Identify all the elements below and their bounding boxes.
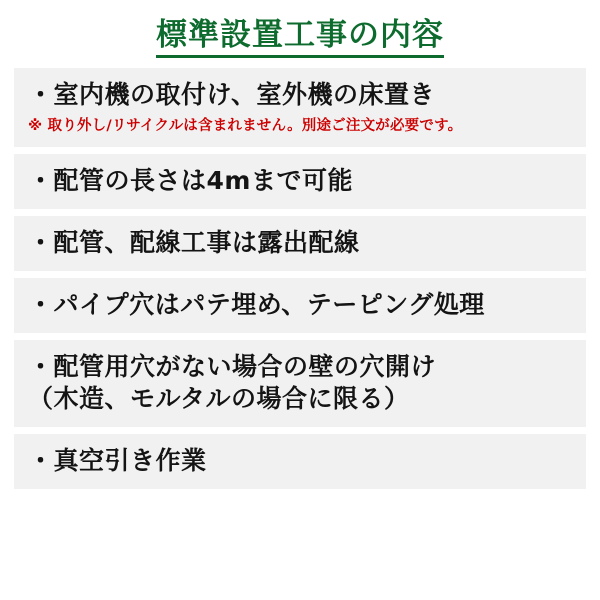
page-title-wrap — [14, 14, 586, 68]
list-item-text: ・室内機の取付け、室外機の床置き — [28, 80, 436, 110]
list-item-text: ・配管用穴がない場合の壁の穴開け — [28, 352, 437, 382]
list-item-text-second-line: （木造、モルタルの場合に限る） — [28, 384, 410, 414]
list-item-note: ※ 取り外し/リサイクルは含まれません。別途ご注文が必要です。 — [28, 118, 463, 135]
list-item-text: ・真空引き作業 — [28, 446, 207, 476]
list-item-text: ・配管、配線工事は露出配線 — [28, 228, 360, 258]
list-item — [14, 340, 586, 427]
list-item-text: ・配管の長さは4mまで可能 — [28, 166, 353, 196]
item-list — [14, 68, 586, 489]
list-item — [14, 68, 586, 147]
list-item — [14, 216, 586, 271]
page-title: 標準設置工事の内容 — [156, 18, 444, 58]
list-item — [14, 278, 586, 333]
list-item — [14, 434, 586, 489]
list-item-text: ・パイプ穴はパテ埋め、テーピング処理 — [28, 290, 485, 320]
list-item — [14, 154, 586, 209]
